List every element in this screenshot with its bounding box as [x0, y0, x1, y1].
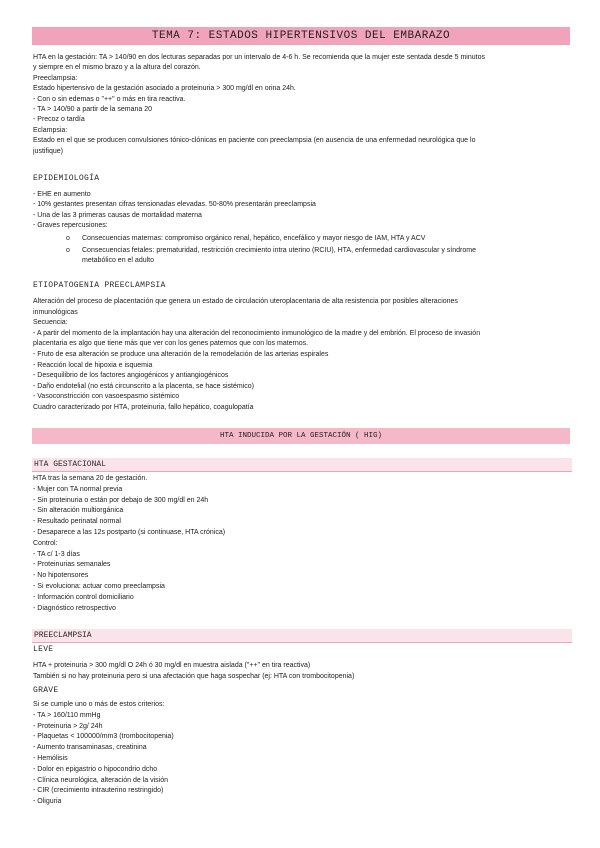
text-line: Eclampsia:: [33, 126, 68, 134]
text-line: También si no hay proteinuria pero si una afectación que haga sospechar (ej: HTA con trombocitopenia): [33, 672, 355, 680]
text-line: - Hemólisis: [33, 755, 68, 762]
text-line: - Una de las 3 primeras causas de mortalidad materna: [33, 211, 202, 219]
text-line: - Plaquetas < 100000/mm3 (trombocitopenia): [33, 733, 174, 741]
hig-band: HTA INDUCIDA POR LA GESTACIÓN ( HIG): [32, 428, 570, 444]
text-line: - Oliguria: [33, 798, 62, 806]
text-line: - Mujer con TA normal previa: [33, 485, 123, 493]
text-line: - TA > 140/90 a partir de la semana 20: [33, 106, 153, 113]
text-line: - Proteinurias semanales: [33, 561, 111, 569]
text-line: y siempre en el mismo brazo y a la altura del corazón.: [33, 64, 201, 72]
leve-heading: LEVE: [33, 645, 54, 654]
text-line: HTA en la gestación: TA > 140/90 en dos lecturas separadas por un intervalo de 4-6 h. Se recomienda que la mujer este sentada desde 5 minutos: [33, 54, 485, 61]
text-line: Control:: [33, 539, 58, 547]
text-line: - 10% gestantes presentan cifras tensionadas elevadas. 50-80% presentarán preeclampsia: [33, 201, 316, 209]
grave-heading: GRAVE: [33, 686, 59, 695]
text-line: - EHE en aumento: [33, 191, 91, 198]
text-line: inmunológicas: [33, 308, 78, 316]
text-line: HTA + proteinuria > 300 mg/dl O 24h ó 30 mg/dl en muestra aislada ("++" en tira reactiva): [33, 662, 311, 669]
text-line: - Clínica neurológica, alteración de la visión: [33, 776, 169, 784]
text-line: - Proteinuria > 2g/ 24h: [33, 722, 103, 730]
sub-bullet-text: metabólico en el adulto: [82, 257, 154, 264]
text-line: - Vasoconstricción con vasoespasmo sistémico: [33, 393, 180, 401]
text-line: Preeclampsia:: [33, 74, 78, 82]
sub-bullet-text: Consecuencias maternas: compromiso orgánico renal, hepático, encefálico y mayor riesgo de IAM, HTA y ACV: [82, 235, 426, 242]
text-line: Alteración del proceso de placentación que genera un estado de circulación uteroplacentaria de alta resistencia por posibles alteraciones: [33, 298, 458, 305]
text-line: - Resultado perinatal normal: [33, 518, 121, 526]
text-line: - Dolor en epigastrio o hipocondrio dcho: [33, 765, 158, 773]
text-line: - Daño endotelial (no está circunscrito a la placenta, se hace sistémico): [33, 382, 254, 390]
text-line: - Fruto de esa alteración se produce una alteración de la remodelación de las arterias espirales: [33, 351, 329, 358]
text-line: HTA tras la semana 20 de gestación.: [33, 475, 148, 482]
text-line: - Graves repercusiones:: [33, 222, 108, 230]
text-line: - Desequilibrio de los factores angiogénicos y antiangiogénicos: [33, 372, 229, 380]
text-line: Secuencia:: [33, 319, 68, 327]
text-line: - A partir del momento de la implantación hay una alteración del reconocimiento inmunológico de la madre y del embrión. El proceso de invasión: [33, 329, 481, 337]
text-line: - CIR (crecimiento intrauterino restringido): [33, 787, 164, 795]
text-line: placentaria es algo que tiene más que ver con los genes paternos que con los maternos.: [33, 340, 309, 348]
hta-gestacional-heading: HTA GESTACIONAL: [32, 458, 572, 472]
text-line: Estado hipertensivo de la gestación asociado a proteinuria > 300 mg/dl en orina 24h.: [33, 85, 296, 93]
sub-bullet-text: Consecuencias fetales: prematuridad, restricción crecimiento intra uterino (RCIU), HTA, enfermedad cardiovascular y síndrome: [82, 247, 476, 254]
text-line: - Diagnóstico retrospectivo: [33, 604, 116, 612]
text-line: - Con o sin edemas o "++" o más en tira reactiva.: [33, 95, 186, 103]
preeclampsia-heading: PREECLAMPSIA: [32, 629, 572, 643]
text-line: - TA c/ 1-3 días: [33, 550, 80, 558]
text-line: Cuadro caracterizado por HTA, proteinuria, fallo hepático, coagulopatía: [33, 404, 254, 411]
text-line: - Sin proteinuria o están por debajo de 300 mg/dl en 24h: [33, 496, 209, 504]
page-title: TEMA 7: ESTADOS HIPERTENSIVOS DEL EMBARAZO: [32, 27, 570, 45]
etiopatogenia-heading: ETIOPATOGENIA PREECLAMPSIA: [33, 281, 166, 290]
text-line: - Si evoluciona: actuar como preeclampsia: [33, 583, 165, 590]
text-line: Si se cumple uno o más de estos criterios:: [33, 701, 165, 708]
sub-bullet-marker: o: [66, 235, 70, 242]
text-line: - Reacción local de hipoxia e isquemia: [33, 361, 153, 369]
text-line: - Sin alteración multiorgánica: [33, 507, 124, 515]
text-line: Estado en el que se producen convulsiones tónico-clónicas en paciente con preeclampsia (en ausencia de una enfermedad neurológica que lo: [33, 137, 476, 145]
text-line: justifique): [33, 147, 63, 155]
text-line: - Información control domiciliario: [33, 593, 134, 601]
epidemiologia-heading: EPIDEMIOLOGÍA: [33, 174, 100, 183]
sub-bullet-marker: o: [66, 247, 70, 254]
text-line: - Desaparece a las 12s postparto (si continuase, HTA crónica): [33, 529, 226, 536]
text-line: - TA > 160/110 mmHg: [33, 711, 101, 719]
text-line: - Precoz o tardía: [33, 116, 85, 124]
text-line: - No hipotensores: [33, 572, 89, 580]
text-line: - Aumento transaminasas, creatinina: [33, 744, 147, 752]
